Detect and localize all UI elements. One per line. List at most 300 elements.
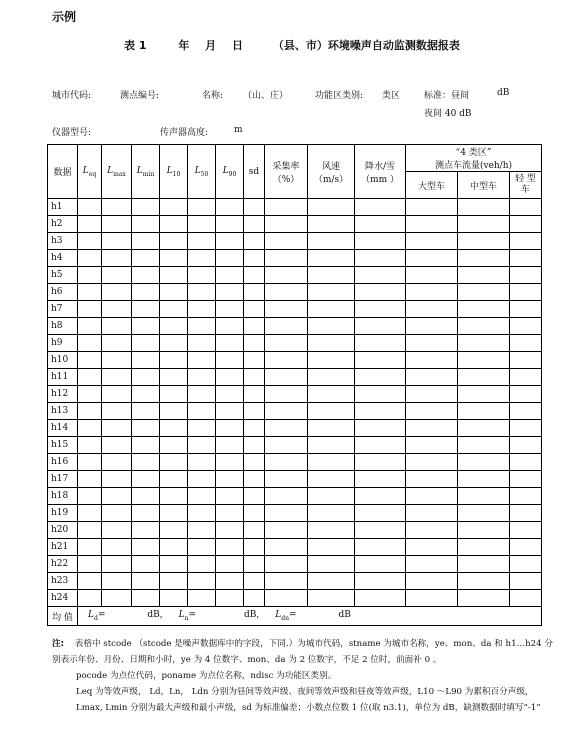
data-cell[interactable] <box>308 318 355 335</box>
data-cell[interactable] <box>244 505 265 522</box>
data-cell[interactable] <box>265 573 308 590</box>
data-cell[interactable] <box>244 369 265 386</box>
data-cell[interactable] <box>458 471 510 488</box>
data-cell[interactable] <box>265 369 308 386</box>
data-cell[interactable] <box>355 352 406 369</box>
data-cell[interactable] <box>132 488 160 505</box>
data-cell[interactable] <box>216 301 244 318</box>
data-cell[interactable] <box>458 403 510 420</box>
data-cell[interactable] <box>308 522 355 539</box>
data-cell[interactable] <box>188 386 216 403</box>
data-cell[interactable] <box>355 386 406 403</box>
data-cell[interactable] <box>78 386 102 403</box>
data-cell[interactable] <box>265 522 308 539</box>
data-cell[interactable] <box>216 335 244 352</box>
data-cell[interactable] <box>510 573 542 590</box>
data-cell[interactable] <box>406 522 458 539</box>
data-cell[interactable] <box>78 233 102 250</box>
data-cell[interactable] <box>355 454 406 471</box>
data-cell[interactable] <box>102 250 132 267</box>
data-cell[interactable] <box>78 318 102 335</box>
data-cell[interactable] <box>355 301 406 318</box>
data-cell[interactable] <box>308 454 355 471</box>
data-cell[interactable] <box>102 301 132 318</box>
data-cell[interactable] <box>244 335 265 352</box>
data-cell[interactable] <box>510 301 542 318</box>
data-cell[interactable] <box>406 420 458 437</box>
data-cell[interactable] <box>132 403 160 420</box>
data-cell[interactable] <box>244 318 265 335</box>
data-cell[interactable] <box>244 386 265 403</box>
data-cell[interactable] <box>132 522 160 539</box>
data-cell[interactable] <box>78 250 102 267</box>
data-cell[interactable] <box>78 199 102 216</box>
data-cell[interactable] <box>78 369 102 386</box>
data-cell[interactable] <box>244 199 265 216</box>
data-cell[interactable] <box>244 590 265 607</box>
data-cell[interactable] <box>265 471 308 488</box>
data-cell[interactable] <box>160 267 188 284</box>
data-cell[interactable] <box>510 437 542 454</box>
data-cell[interactable] <box>406 556 458 573</box>
data-cell[interactable] <box>160 250 188 267</box>
data-cell[interactable] <box>78 403 102 420</box>
data-cell[interactable] <box>355 199 406 216</box>
data-cell[interactable] <box>265 505 308 522</box>
data-cell[interactable] <box>244 539 265 556</box>
data-cell[interactable] <box>265 488 308 505</box>
data-cell[interactable] <box>510 420 542 437</box>
data-cell[interactable] <box>406 284 458 301</box>
data-cell[interactable] <box>188 318 216 335</box>
data-cell[interactable] <box>160 284 188 301</box>
data-cell[interactable] <box>188 284 216 301</box>
data-cell[interactable] <box>510 216 542 233</box>
data-cell[interactable] <box>160 437 188 454</box>
data-cell[interactable] <box>244 522 265 539</box>
data-cell[interactable] <box>160 590 188 607</box>
data-cell[interactable] <box>355 403 406 420</box>
data-cell[interactable] <box>458 318 510 335</box>
data-cell[interactable] <box>102 590 132 607</box>
data-cell[interactable] <box>188 522 216 539</box>
data-cell[interactable] <box>265 199 308 216</box>
data-cell[interactable] <box>216 539 244 556</box>
data-cell[interactable] <box>244 267 265 284</box>
data-cell[interactable] <box>216 488 244 505</box>
data-cell[interactable] <box>78 539 102 556</box>
data-cell[interactable] <box>244 454 265 471</box>
data-cell[interactable] <box>132 335 160 352</box>
data-cell[interactable] <box>160 454 188 471</box>
data-cell[interactable] <box>406 573 458 590</box>
data-cell[interactable] <box>265 233 308 250</box>
data-cell[interactable] <box>160 505 188 522</box>
data-cell[interactable] <box>216 420 244 437</box>
data-cell[interactable] <box>244 216 265 233</box>
data-cell[interactable] <box>308 386 355 403</box>
data-cell[interactable] <box>510 352 542 369</box>
data-cell[interactable] <box>188 471 216 488</box>
data-cell[interactable] <box>406 471 458 488</box>
data-cell[interactable] <box>188 505 216 522</box>
data-cell[interactable] <box>308 539 355 556</box>
data-cell[interactable] <box>265 335 308 352</box>
data-cell[interactable] <box>265 284 308 301</box>
data-cell[interactable] <box>510 386 542 403</box>
data-cell[interactable] <box>308 556 355 573</box>
data-cell[interactable] <box>265 420 308 437</box>
data-cell[interactable] <box>406 199 458 216</box>
data-cell[interactable] <box>308 250 355 267</box>
data-cell[interactable] <box>102 199 132 216</box>
data-cell[interactable] <box>244 233 265 250</box>
data-cell[interactable] <box>355 250 406 267</box>
data-cell[interactable] <box>160 301 188 318</box>
data-cell[interactable] <box>308 284 355 301</box>
data-cell[interactable] <box>132 590 160 607</box>
data-cell[interactable] <box>188 199 216 216</box>
data-cell[interactable] <box>132 233 160 250</box>
data-cell[interactable] <box>244 301 265 318</box>
data-cell[interactable] <box>308 216 355 233</box>
data-cell[interactable] <box>244 403 265 420</box>
data-cell[interactable] <box>406 267 458 284</box>
data-cell[interactable] <box>510 335 542 352</box>
data-cell[interactable] <box>160 403 188 420</box>
data-cell[interactable] <box>265 454 308 471</box>
data-cell[interactable] <box>510 522 542 539</box>
data-cell[interactable] <box>406 488 458 505</box>
data-cell[interactable] <box>355 369 406 386</box>
data-cell[interactable] <box>102 284 132 301</box>
data-cell[interactable] <box>216 522 244 539</box>
data-cell[interactable] <box>78 267 102 284</box>
data-cell[interactable] <box>308 369 355 386</box>
data-cell[interactable] <box>406 386 458 403</box>
data-cell[interactable] <box>308 573 355 590</box>
data-cell[interactable] <box>216 369 244 386</box>
data-cell[interactable] <box>244 437 265 454</box>
data-cell[interactable] <box>265 590 308 607</box>
data-cell[interactable] <box>308 420 355 437</box>
data-cell[interactable] <box>188 369 216 386</box>
data-cell[interactable] <box>160 539 188 556</box>
data-cell[interactable] <box>102 573 132 590</box>
data-cell[interactable] <box>102 437 132 454</box>
data-cell[interactable] <box>188 573 216 590</box>
data-cell[interactable] <box>132 471 160 488</box>
data-cell[interactable] <box>265 437 308 454</box>
data-cell[interactable] <box>78 420 102 437</box>
data-cell[interactable] <box>216 318 244 335</box>
data-cell[interactable] <box>160 335 188 352</box>
data-cell[interactable] <box>78 216 102 233</box>
data-cell[interactable] <box>355 318 406 335</box>
data-cell[interactable] <box>132 369 160 386</box>
data-cell[interactable] <box>510 284 542 301</box>
data-cell[interactable] <box>406 539 458 556</box>
data-cell[interactable] <box>510 318 542 335</box>
data-cell[interactable] <box>102 454 132 471</box>
data-cell[interactable] <box>265 216 308 233</box>
data-cell[interactable] <box>78 335 102 352</box>
data-cell[interactable] <box>132 539 160 556</box>
data-cell[interactable] <box>102 420 132 437</box>
data-cell[interactable] <box>308 590 355 607</box>
data-cell[interactable] <box>78 471 102 488</box>
data-cell[interactable] <box>510 250 542 267</box>
data-cell[interactable] <box>102 539 132 556</box>
data-cell[interactable] <box>265 250 308 267</box>
data-cell[interactable] <box>132 284 160 301</box>
data-cell[interactable] <box>132 386 160 403</box>
data-cell[interactable] <box>102 505 132 522</box>
data-cell[interactable] <box>244 488 265 505</box>
data-cell[interactable] <box>458 233 510 250</box>
data-cell[interactable] <box>188 420 216 437</box>
data-cell[interactable] <box>355 267 406 284</box>
data-cell[interactable] <box>216 454 244 471</box>
data-cell[interactable] <box>510 505 542 522</box>
data-cell[interactable] <box>244 420 265 437</box>
data-cell[interactable] <box>265 556 308 573</box>
data-cell[interactable] <box>406 352 458 369</box>
data-cell[interactable] <box>216 556 244 573</box>
data-cell[interactable] <box>355 471 406 488</box>
data-cell[interactable] <box>188 301 216 318</box>
data-cell[interactable] <box>160 488 188 505</box>
data-cell[interactable] <box>188 352 216 369</box>
data-cell[interactable] <box>132 420 160 437</box>
data-cell[interactable] <box>216 284 244 301</box>
data-cell[interactable] <box>355 488 406 505</box>
data-cell[interactable] <box>160 233 188 250</box>
data-cell[interactable] <box>78 573 102 590</box>
data-cell[interactable] <box>406 233 458 250</box>
data-cell[interactable] <box>160 471 188 488</box>
data-cell[interactable] <box>308 505 355 522</box>
data-cell[interactable] <box>216 505 244 522</box>
data-cell[interactable] <box>308 437 355 454</box>
data-cell[interactable] <box>308 471 355 488</box>
data-cell[interactable] <box>458 284 510 301</box>
data-cell[interactable] <box>160 420 188 437</box>
data-cell[interactable] <box>308 335 355 352</box>
data-cell[interactable] <box>406 437 458 454</box>
data-cell[interactable] <box>406 454 458 471</box>
data-cell[interactable] <box>308 267 355 284</box>
data-cell[interactable] <box>78 284 102 301</box>
data-cell[interactable] <box>188 556 216 573</box>
data-cell[interactable] <box>102 488 132 505</box>
data-cell[interactable] <box>188 267 216 284</box>
data-cell[interactable] <box>265 318 308 335</box>
data-cell[interactable] <box>458 250 510 267</box>
data-cell[interactable] <box>102 471 132 488</box>
data-cell[interactable] <box>244 556 265 573</box>
data-cell[interactable] <box>308 488 355 505</box>
data-cell[interactable] <box>160 199 188 216</box>
data-cell[interactable] <box>216 573 244 590</box>
data-cell[interactable] <box>160 386 188 403</box>
data-cell[interactable] <box>216 403 244 420</box>
data-cell[interactable] <box>406 318 458 335</box>
data-cell[interactable] <box>355 590 406 607</box>
data-cell[interactable] <box>355 437 406 454</box>
data-cell[interactable] <box>102 318 132 335</box>
data-cell[interactable] <box>160 216 188 233</box>
data-cell[interactable] <box>458 216 510 233</box>
data-cell[interactable] <box>160 573 188 590</box>
data-cell[interactable] <box>355 539 406 556</box>
data-cell[interactable] <box>458 386 510 403</box>
data-cell[interactable] <box>406 505 458 522</box>
data-cell[interactable] <box>78 454 102 471</box>
data-cell[interactable] <box>355 522 406 539</box>
data-cell[interactable] <box>308 301 355 318</box>
data-cell[interactable] <box>132 454 160 471</box>
data-cell[interactable] <box>244 573 265 590</box>
data-cell[interactable] <box>188 454 216 471</box>
data-cell[interactable] <box>102 522 132 539</box>
data-cell[interactable] <box>160 318 188 335</box>
data-cell[interactable] <box>510 199 542 216</box>
data-cell[interactable] <box>132 573 160 590</box>
data-cell[interactable] <box>102 352 132 369</box>
data-cell[interactable] <box>102 556 132 573</box>
data-cell[interactable] <box>216 437 244 454</box>
data-cell[interactable] <box>160 352 188 369</box>
data-cell[interactable] <box>78 556 102 573</box>
data-cell[interactable] <box>510 403 542 420</box>
data-cell[interactable] <box>458 573 510 590</box>
data-cell[interactable] <box>265 539 308 556</box>
data-cell[interactable] <box>216 250 244 267</box>
data-cell[interactable] <box>216 386 244 403</box>
data-cell[interactable] <box>216 471 244 488</box>
data-cell[interactable] <box>244 250 265 267</box>
data-cell[interactable] <box>458 352 510 369</box>
data-cell[interactable] <box>132 437 160 454</box>
data-cell[interactable] <box>188 250 216 267</box>
data-cell[interactable] <box>132 556 160 573</box>
data-cell[interactable] <box>102 386 132 403</box>
data-cell[interactable] <box>510 590 542 607</box>
data-cell[interactable] <box>160 522 188 539</box>
data-cell[interactable] <box>355 233 406 250</box>
data-cell[interactable] <box>216 352 244 369</box>
data-cell[interactable] <box>406 590 458 607</box>
data-cell[interactable] <box>355 284 406 301</box>
data-cell[interactable] <box>458 301 510 318</box>
data-cell[interactable] <box>510 539 542 556</box>
data-cell[interactable] <box>406 335 458 352</box>
data-cell[interactable] <box>406 216 458 233</box>
data-cell[interactable] <box>102 335 132 352</box>
data-cell[interactable] <box>510 369 542 386</box>
data-cell[interactable] <box>132 318 160 335</box>
data-cell[interactable] <box>458 420 510 437</box>
data-cell[interactable] <box>265 352 308 369</box>
data-cell[interactable] <box>265 301 308 318</box>
data-cell[interactable] <box>406 403 458 420</box>
data-cell[interactable] <box>102 216 132 233</box>
data-cell[interactable] <box>458 437 510 454</box>
data-cell[interactable] <box>265 386 308 403</box>
data-cell[interactable] <box>102 233 132 250</box>
data-cell[interactable] <box>510 488 542 505</box>
data-cell[interactable] <box>132 267 160 284</box>
data-cell[interactable] <box>216 590 244 607</box>
data-cell[interactable] <box>458 199 510 216</box>
data-cell[interactable] <box>458 556 510 573</box>
data-cell[interactable] <box>132 505 160 522</box>
data-cell[interactable] <box>458 488 510 505</box>
data-cell[interactable] <box>355 556 406 573</box>
data-cell[interactable] <box>458 369 510 386</box>
data-cell[interactable] <box>132 352 160 369</box>
data-cell[interactable] <box>510 556 542 573</box>
data-cell[interactable] <box>188 437 216 454</box>
data-cell[interactable] <box>132 250 160 267</box>
data-cell[interactable] <box>188 335 216 352</box>
data-cell[interactable] <box>188 216 216 233</box>
data-cell[interactable] <box>132 301 160 318</box>
data-cell[interactable] <box>355 505 406 522</box>
data-cell[interactable] <box>355 335 406 352</box>
data-cell[interactable] <box>458 454 510 471</box>
data-cell[interactable] <box>510 233 542 250</box>
data-cell[interactable] <box>78 352 102 369</box>
data-cell[interactable] <box>458 335 510 352</box>
data-cell[interactable] <box>132 216 160 233</box>
data-cell[interactable] <box>216 233 244 250</box>
data-cell[interactable] <box>102 267 132 284</box>
data-cell[interactable] <box>216 267 244 284</box>
data-cell[interactable] <box>78 522 102 539</box>
data-cell[interactable] <box>216 199 244 216</box>
data-cell[interactable] <box>458 267 510 284</box>
data-cell[interactable] <box>160 556 188 573</box>
data-cell[interactable] <box>102 369 132 386</box>
data-cell[interactable] <box>188 233 216 250</box>
data-cell[interactable] <box>102 403 132 420</box>
data-cell[interactable] <box>265 267 308 284</box>
data-cell[interactable] <box>308 352 355 369</box>
data-cell[interactable] <box>308 403 355 420</box>
data-cell[interactable] <box>510 454 542 471</box>
data-cell[interactable] <box>458 590 510 607</box>
data-cell[interactable] <box>188 488 216 505</box>
data-cell[interactable] <box>308 233 355 250</box>
data-cell[interactable] <box>78 488 102 505</box>
data-cell[interactable] <box>188 539 216 556</box>
data-cell[interactable] <box>458 522 510 539</box>
data-cell[interactable] <box>265 403 308 420</box>
data-cell[interactable] <box>355 420 406 437</box>
data-cell[interactable] <box>406 250 458 267</box>
data-cell[interactable] <box>308 199 355 216</box>
data-cell[interactable] <box>406 301 458 318</box>
data-cell[interactable] <box>355 573 406 590</box>
data-cell[interactable] <box>406 369 458 386</box>
data-cell[interactable] <box>244 284 265 301</box>
data-cell[interactable] <box>216 216 244 233</box>
data-cell[interactable] <box>244 352 265 369</box>
data-cell[interactable] <box>78 301 102 318</box>
data-cell[interactable] <box>78 437 102 454</box>
